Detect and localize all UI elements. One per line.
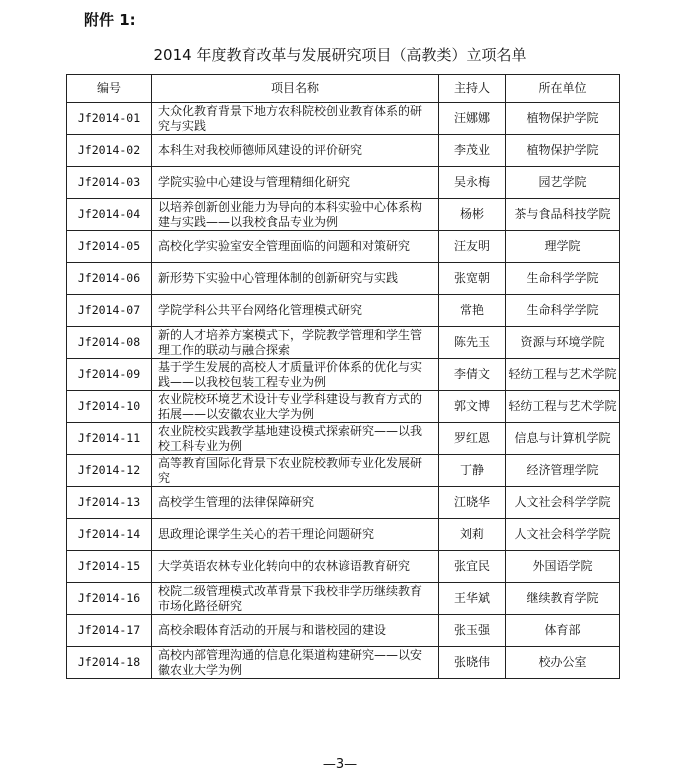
table-header-row [67, 75, 620, 103]
table-row [67, 167, 620, 199]
cell-code: Jf2014-08 [67, 327, 152, 359]
cell-host: 刘莉 [439, 519, 506, 551]
cell-host: 张宜民 [439, 551, 506, 583]
table-row [67, 455, 620, 487]
table-row [67, 135, 620, 167]
cell-code: Jf2014-05 [67, 231, 152, 263]
table-row [67, 519, 620, 551]
cell-unit: 植物保护学院 [506, 135, 620, 167]
cell-unit: 轻纺工程与艺术学院 [506, 359, 620, 391]
table-row [67, 103, 620, 135]
cell-unit: 茶与食品科技学院 [506, 199, 620, 231]
cell-project-name: 大学英语农林专业化转向中的农林谚语教育研究 [152, 551, 439, 583]
cell-project-name: 本科生对我校师德师风建设的评价研究 [152, 135, 439, 167]
cell-project-name: 农业院校实践教学基地建设模式探索研究——以我校工科专业为例 [152, 423, 439, 455]
attachment-label: 附件 1: [84, 11, 136, 29]
cell-project-name: 校院二级管理模式改革背景下我校非学历继续教育市场化路径研究 [152, 583, 439, 615]
cell-host: 罗红恩 [439, 423, 506, 455]
cell-host: 郭文博 [439, 391, 506, 423]
cell-host: 张玉强 [439, 615, 506, 647]
page-number: —3— [322, 757, 358, 772]
cell-unit: 资源与环境学院 [506, 327, 620, 359]
cell-code: Jf2014-01 [67, 103, 152, 135]
cell-unit: 轻纺工程与艺术学院 [506, 391, 620, 423]
header-unit: 所在单位 [506, 75, 620, 103]
project-table [66, 74, 620, 679]
cell-code: Jf2014-03 [67, 167, 152, 199]
cell-project-name: 高校学生管理的法律保障研究 [152, 487, 439, 519]
cell-unit: 外国语学院 [506, 551, 620, 583]
cell-unit: 园艺学院 [506, 167, 620, 199]
cell-host: 汪娜娜 [439, 103, 506, 135]
header-host: 主持人 [439, 75, 506, 103]
cell-host: 吴永梅 [439, 167, 506, 199]
cell-unit: 理学院 [506, 231, 620, 263]
cell-code: Jf2014-14 [67, 519, 152, 551]
cell-host: 杨彬 [439, 199, 506, 231]
cell-unit: 人文社会科学学院 [506, 487, 620, 519]
cell-unit: 人文社会科学学院 [506, 519, 620, 551]
table-row [67, 327, 620, 359]
cell-unit: 植物保护学院 [506, 103, 620, 135]
cell-unit: 校办公室 [506, 647, 620, 679]
cell-project-name: 思政理论课学生关心的若干理论问题研究 [152, 519, 439, 551]
cell-code: Jf2014-04 [67, 199, 152, 231]
cell-code: Jf2014-06 [67, 263, 152, 295]
cell-host: 陈先玉 [439, 327, 506, 359]
cell-project-name: 学院学科公共平台网络化管理模式研究 [152, 295, 439, 327]
cell-unit: 信息与计算机学院 [506, 423, 620, 455]
cell-host: 李茂业 [439, 135, 506, 167]
cell-host: 王华斌 [439, 583, 506, 615]
cell-code: Jf2014-16 [67, 583, 152, 615]
table-row [67, 423, 620, 455]
cell-code: Jf2014-11 [67, 423, 152, 455]
table-row [67, 295, 620, 327]
cell-code: Jf2014-15 [67, 551, 152, 583]
header-project-name: 项目名称 [152, 75, 439, 103]
cell-host: 江晓华 [439, 487, 506, 519]
cell-project-name: 新形势下实验中心管理体制的创新研究与实践 [152, 263, 439, 295]
table-row [67, 199, 620, 231]
header-code: 编号 [67, 75, 152, 103]
cell-project-name: 新的人才培养方案模式下，学院教学管理和学生管理工作的联动与融合探索 [152, 327, 439, 359]
cell-host: 汪友明 [439, 231, 506, 263]
table-row [67, 487, 620, 519]
cell-code: Jf2014-18 [67, 647, 152, 679]
cell-project-name: 大众化教育背景下地方农科院校创业教育体系的研究与实践 [152, 103, 439, 135]
cell-project-name: 高校余暇体育活动的开展与和谐校园的建设 [152, 615, 439, 647]
cell-unit: 体育部 [506, 615, 620, 647]
cell-code: Jf2014-07 [67, 295, 152, 327]
cell-code: Jf2014-12 [67, 455, 152, 487]
cell-host: 丁静 [439, 455, 506, 487]
table-row [67, 391, 620, 423]
cell-host: 常艳 [439, 295, 506, 327]
cell-host: 张宽朝 [439, 263, 506, 295]
cell-unit: 生命科学学院 [506, 263, 620, 295]
cell-code: Jf2014-17 [67, 615, 152, 647]
table-row [67, 615, 620, 647]
table-row [67, 263, 620, 295]
cell-project-name: 高校化学实验室安全管理面临的问题和对策研究 [152, 231, 439, 263]
cell-code: Jf2014-02 [67, 135, 152, 167]
document-title: 2014 年度教育改革与发展研究项目（高教类）立项名单 [153, 46, 527, 64]
cell-project-name: 学院实验中心建设与管理精细化研究 [152, 167, 439, 199]
table-row [67, 583, 620, 615]
table-row [67, 551, 620, 583]
cell-code: Jf2014-09 [67, 359, 152, 391]
cell-project-name: 基于学生发展的高校人才质量评价体系的优化与实践——以我校包装工程专业为例 [152, 359, 439, 391]
cell-project-name: 高校内部管理沟通的信息化渠道构建研究——以安徽农业大学为例 [152, 647, 439, 679]
cell-code: Jf2014-10 [67, 391, 152, 423]
table-row [67, 231, 620, 263]
cell-project-name: 农业院校环境艺术设计专业学科建设与教育方式的拓展——以安徽农业大学为例 [152, 391, 439, 423]
cell-project-name: 以培养创新创业能力为导向的本科实验中心体系构建与实践——以我校食品专业为例 [152, 199, 439, 231]
cell-project-name: 高等教育国际化背景下农业院校教师专业化发展研究 [152, 455, 439, 487]
cell-host: 李倩文 [439, 359, 506, 391]
table-row [67, 647, 620, 679]
table-row [67, 359, 620, 391]
cell-code: Jf2014-13 [67, 487, 152, 519]
cell-unit: 继续教育学院 [506, 583, 620, 615]
cell-unit: 经济管理学院 [506, 455, 620, 487]
cell-host: 张晓伟 [439, 647, 506, 679]
cell-unit: 生命科学学院 [506, 295, 620, 327]
